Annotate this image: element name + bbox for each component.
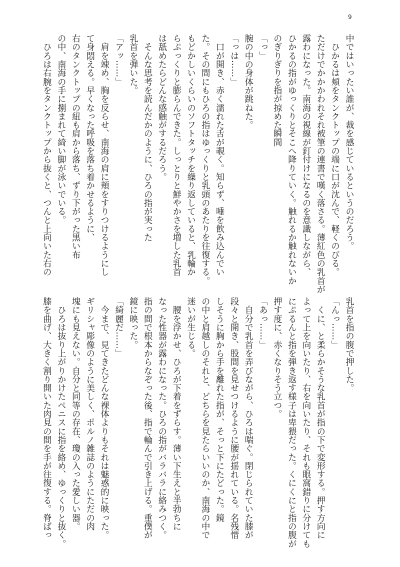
- text-line: 腕の中の身体が跳ねた。: [243, 34, 254, 130]
- text-line: の中、南海の手に捌まれて綺い脚が泳いでいる。: [55, 34, 66, 225]
- text-line: の中と肩越しのそれと、どちらを見たらいいのか、南海の中で: [199, 297, 210, 540]
- upper-text-block: [41, 34, 356, 294]
- text-line: て身悶える。早くなった呼吸を落ち着かせるように、: [84, 34, 95, 242]
- text-line: 押す度に、赤くなりそう立つ。: [271, 297, 282, 419]
- text-line: にぷるんと指を弾き返す様子は卑猥だった。くにくにと指の腹が: [286, 297, 297, 548]
- text-line: 今まで、見てきたどんな裸体よりもそれは魅惑的に映った。: [99, 297, 110, 540]
- text-line: よって上を向いたり、右を向いたり、それも眼窩錯りに分けても: [300, 297, 311, 548]
- text-line: 露わになった。南海の視線が釘付けになるのを意識しながら、: [300, 34, 311, 277]
- text-line: 「んっ……」: [329, 297, 340, 349]
- text-line: 口が開き、赤く濡れた舌が覗く。知らず、唾を飲み込んでい: [214, 34, 225, 277]
- text-line: た。その間にもひろの指はゆっくりと乳頭のあたりを往復する。: [199, 34, 210, 285]
- text-line: 「アッ……」: [113, 34, 124, 86]
- text-line: もどかしいくらいのソフトタッチを繰り返していると、乳輪か: [185, 34, 196, 277]
- text-line: 腰を浮かせ、ひろが下着をずらす。薄い下生えと半勃ちに: [171, 297, 182, 531]
- text-line: 膝を曲げ、大きく割り開いた肉見の間を手が往復する。脊ばっ: [41, 297, 52, 540]
- text-line: 迷いが生じる。: [185, 297, 196, 358]
- text-line: 肩を竦め、胸を反らせ、南海の肩に頬をすりつけるようにし: [99, 34, 110, 277]
- page-number: 9: [348, 14, 352, 21]
- text-line: 乳首を指の腹で押した。: [344, 297, 354, 393]
- text-line: 右のタンクトップの紐も肩から落ち、ずり下がった黒い布: [70, 34, 81, 259]
- text-line: 鏡に映った。: [127, 297, 138, 349]
- text-line: らぷっくりと膨らんできた。しっとりと鮮やかさを増した乳首: [171, 34, 182, 277]
- text-line: 「綺麗だ……」: [113, 297, 124, 358]
- text-line: くに、と柔らかそうな乳首が指の下で変形する。押す方向に: [315, 297, 326, 540]
- text-line: ひかるは頬をタンクトップの端に口が沈んで、軽くのびる。: [329, 34, 340, 277]
- text-line: ひかるの指がゆっくりとそこへ降りていく。触れるか触れないか: [286, 34, 297, 285]
- text-line: ただけでかかかわれそれ被筆の連書で嘆く落さる。薄紅色の乳首が: [315, 34, 326, 294]
- text-line: ひろは抜り上がりかけたペニスに指を絡め、ゆっくりと抜く。: [55, 297, 66, 548]
- text-line: 乳首を弾いた。: [127, 34, 138, 95]
- lower-text-block: [41, 297, 356, 548]
- text-line: 「っ」: [257, 34, 268, 60]
- text-line: は舐めたらどんな感触がするだろう。: [156, 34, 167, 182]
- text-line: 自分で乳首を弄びながら、ひろは喘ぐ。閉じられていた膝が: [243, 297, 254, 540]
- text-line: 「あっ……」: [257, 297, 268, 349]
- text-line: 中ではいったい誰が、裁を感じているというのだろう。: [344, 34, 354, 251]
- text-line: ギリシャ彫像のように美しく、ポルノ雑誌のようにただの肉: [84, 297, 95, 531]
- text-line: 「っは……」: [228, 34, 239, 86]
- text-line: なった性器が露わになった。ひろの指がバラバラに絡みつく。: [156, 297, 167, 540]
- text-line: のぎりぎりを指が掠めた瞬間: [271, 34, 282, 147]
- text-line: しそうに胸から手を離れた指が、そっと下にたどった。鏡: [214, 297, 225, 522]
- text-line: 塊にも見えない。自分と同等の存在、瓊の入った愛しい器。: [70, 297, 81, 531]
- text-line: 指の間で根本からなぞった後、指で輪んで引き上げる。重僕が: [142, 297, 153, 540]
- text-line: 段々と開き、股間を見せつけるように腰が揺れている。名残惜: [228, 297, 239, 540]
- text-line: ひろは右腕をタンクトップから抜くと、つんと上向いた右の: [41, 34, 52, 277]
- text-line: そんな思考を読んだかのように、ひろの指が実った: [142, 34, 153, 242]
